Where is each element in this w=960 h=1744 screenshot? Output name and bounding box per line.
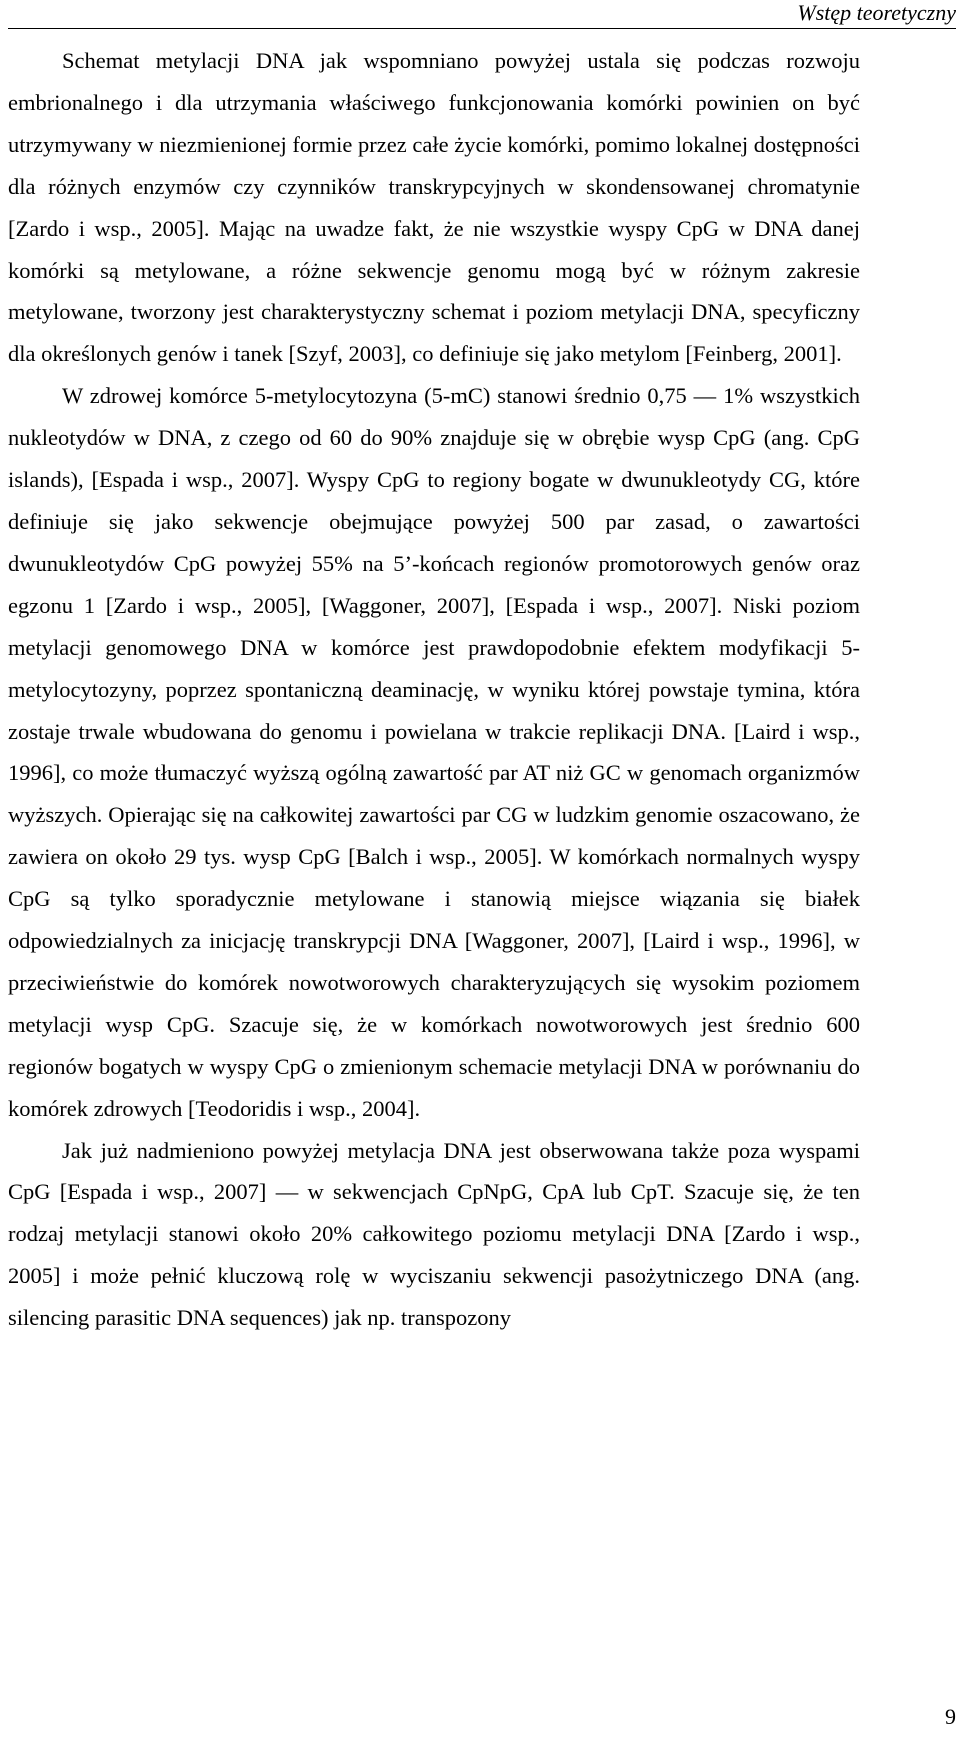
paragraph-metylacja-poza-wyspami: Jak już nadmieniono powyżej metylacja DNA jest obserwowana także poza wyspami CpG [Espada i wsp., 2007] — w sekwencjach CpNpG, CpA lub CpT. Szacuje się, że ten rodzaj metylacji stanowi około 20% całkowitego poziomu metylacji DNA [Zardo i wsp., 2005] i może pełnić kluczową rolę w wyciszaniu sekwencji pasożytniczego DNA (ang. silencing parasitic DNA sequences) jak np. transpozony <box>8 1137 860 1331</box>
header-divider <box>8 28 956 29</box>
page-number: 9 <box>945 1704 956 1729</box>
paragraph-metylom: Schemat metylacji DNA jak wspomniano powyżej ustala się podczas rozwoju embrionalnego i dla utrzymania właściwego funkcjonowania komórki powinien on być utrzymywany w niezmienionej formie przez całe życie komórki, pomimo lokalnej dostępności dla różnych enzymów czy czynników transkrypcyjnych w skondensowanej chromatynie [Zardo i wsp., 2005]. Mając na uwadze fakt, że nie wszystkie wyspy CpG w DNA danej komórki są metylowane, a różne sekwencje genomu mogą być w różnym zakresie metylowane, tworzony jest charakterystyczny schemat i poziom metylacji DNA, specyficzny dla określonych genów i tanek [Szyf, 2003], co definiuje się jako metylom [Feinberg, 2001]. <box>8 48 860 367</box>
body-text <box>8 40 860 1339</box>
running-header: Wstęp teoretyczny <box>797 0 956 25</box>
paragraph-wyspy-cpg: W zdrowej komórce 5-metylocytozyna (5-mC) stanowi średnio 0,75 — 1% wszystkich nukleotydów w DNA, z czego od 60 do 90% znajduje się w obrębie wysp CpG (ang. CpG islands), [Espada i wsp., 2007]. Wyspy CpG to regiony bogate w dwunukleotydy CG, które definiuje się jako sekwencje obejmujące powyżej 500 par zasad, o zawartości dwunukleotydów CpG powyżej 55% na 5’-końcach regionów promotorowych genów oraz egzonu 1 [Zardo i wsp., 2005], [Waggoner, 2007], [Espada i wsp., 2007]. Niski poziom metylacji genomowego DNA w komórce jest prawdopodobnie efektem modyfikacji 5-metylocytozyny, poprzez spontaniczną deaminację, w wyniku której powstaje tymina, która zostaje trwale wbudowana do genomu i powielana w trakcie replikacji DNA. [Laird i wsp., 1996], co może tłumaczyć wyższą ogólną zawartość par AT niż GC w genomach organizmów wyższych. Opierając się na całkowitej zawartości par CG w ludzkim genomie oszacowano, że zawiera on około 29 tys. wysp CpG [Balch i wsp., 2005]. W komórkach normalnych wyspy CpG są tylko sporadycznie metylowane i stanowią miejsce wiązania się białek odpowiedzialnych za inicjację transkrypcji DNA [Waggoner, 2007], [Laird i wsp., 1996], w przeciwieństwie do komórek nowotworowych charakteryzujących się wysokim poziomem metylacji wysp CpG. Szacuje się, że w komórkach nowotworowych jest średnio 600 regionów bogatych w wyspy CpG o zmienionym schemacie metylacji DNA w porównaniu do komórek zdrowych [Teodoridis i wsp., 2004]. <box>8 383 860 1121</box>
